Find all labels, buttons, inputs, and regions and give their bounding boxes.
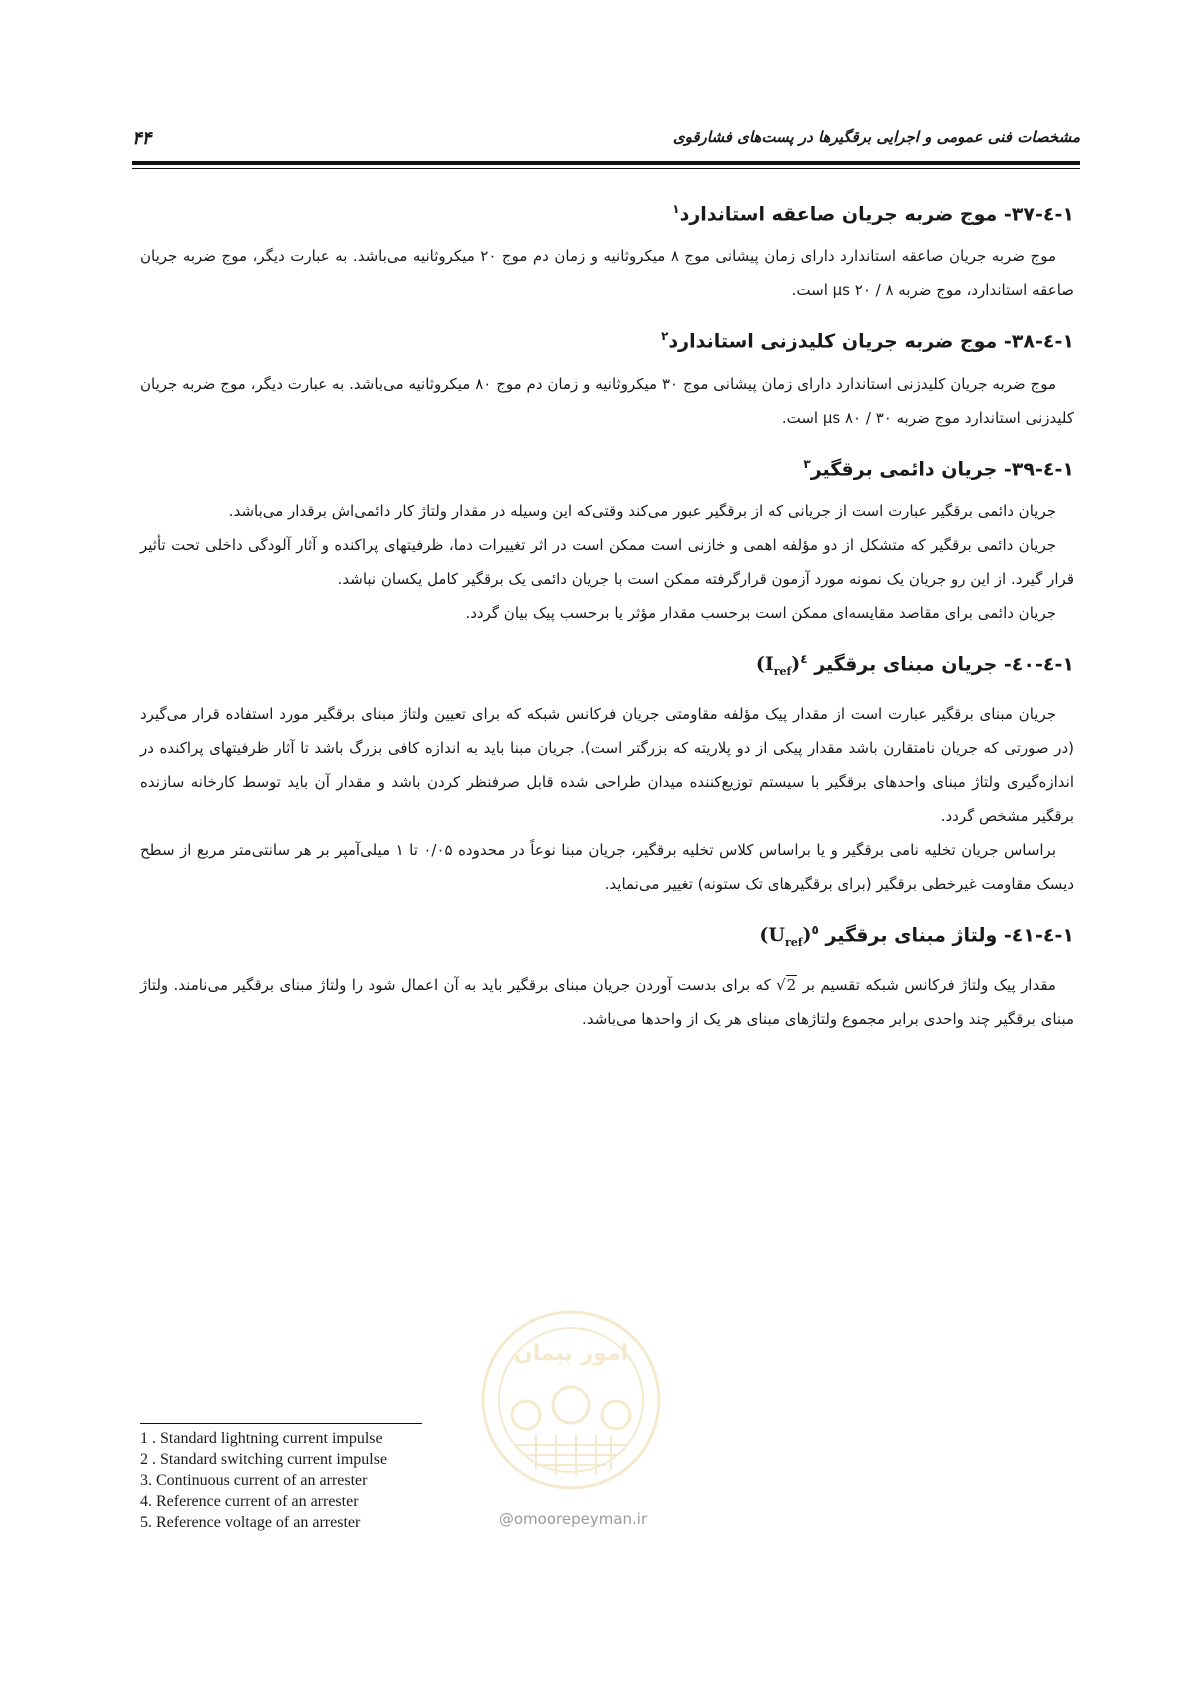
footnote-ref-2: ۲ bbox=[661, 329, 669, 344]
footnote-2: 2 . Standard switching current impulse bbox=[140, 1451, 388, 1468]
footnote-ref-1: ۱ bbox=[672, 202, 680, 216]
footnote-ref-5: ٥ bbox=[811, 923, 819, 938]
section-title-37: ۱-٤-۳۷- موج ضربه جریان صاعقه استاندارد$^۱$ bbox=[672, 202, 1074, 226]
page-header bbox=[132, 128, 1080, 158]
paragraph: جریان دائمی برقگیر که متشکل از دو مؤلفه اهمی و خازنی است ممکن است در اثر تغییرات دما، ظرفیتهای پراکنده و آثار آلودگی داخلی تحت تأثیر قرار گیرد. از این رو جریان یک نمونه مورد آزمون قرارگرفته ممکن است با جریان دائمی یک برقگیر کامل یکسان نباشد. bbox=[140, 535, 1074, 588]
footnote-ref-3: ۳ bbox=[803, 456, 811, 471]
footnotes bbox=[140, 1428, 460, 1533]
footnote-5: 5. Reference voltage of an arrester bbox=[140, 1514, 361, 1531]
header-rule-thin bbox=[132, 168, 1080, 169]
section-title-41: ۱-٤-٤۱- ولتاژ مبنای برقگیر $(U_{ref})^٥$ bbox=[759, 923, 1074, 950]
paragraph: موج ضربه جریان صاعقه استاندارد دارای زمان پیشانی موج ۸ میکروثانیه و زمان دم موج ۲۰ میکروثانیه می‌باشد. به عبارت دیگر، موج ضربه جریان صاعقه استاندارد، موج ضربه μs ۲۰ / ۸ است. bbox=[140, 247, 1074, 300]
paragraph: براساس جریان تخلیه نامی برقگیر و یا براساس کلاس تخلیه برقگیر، جریان مبنا نوعاً در محدوده ۰/۰۵ تا ۱ میلی‌آمپر بر هر سانتی‌متر مربع از سطح دیسک مقاومت غیرخطی برقگیر (برای برقگیرهای تک ستونه) تغییر می‌نماید. bbox=[140, 841, 1074, 894]
paragraph: موج ضربه جریان کلیدزنی استاندارد دارای زمان پیشانی موج ۳۰ میکروثانیه و زمان دم موج ۸۰ میکروثانیه می‌باشد. به عبارت دیگر، موج ضربه جریان کلیدزنی استاندارد موج ضربه μs ۸۰ / ۳۰ است. bbox=[140, 374, 1074, 427]
section-title-40: ۱-٤-٤۰- جریان مبنای برقگیر $(I_{ref})^٤$ bbox=[755, 651, 1074, 679]
header-rule-thick bbox=[132, 161, 1080, 165]
footnote-rule bbox=[140, 1423, 422, 1424]
main-content bbox=[140, 180, 1074, 1036]
running-title: مشخصات فنی عمومی و اجرایی برقگیرها در پست‌های فشارقوی bbox=[672, 128, 1080, 146]
footnote-1: 1 . Standard lightning current impulse bbox=[140, 1430, 383, 1447]
paragraph: جریان دائمی برای مقاصد مقایسه‌ای ممکن است برحسب مقدار مؤثر یا برحسب پیک بیان گردد. bbox=[465, 603, 1056, 622]
paragraph: جریان دائمی برقگیر عبارت است از جریانی که از برقگیر عبور می‌کند وقتی‌که این وسیله در مقدار ولتاژ کار دائمی‌اش برقدار می‌باشد. bbox=[228, 501, 1056, 520]
paragraph: جریان مبنای برقگیر عبارت است از مقدار پیک مؤلفه مقاومتی جریان فرکانس شبکه که برای تعیین ولتاژ مبنای برقگیر مورد استفاده قرار می‌گیرد (در صورتی که جریان نامتقارن باشد مقدار پیکی از دو پلاریته که بزرگتر است). جریان مبنا باید به اندازه کافی بزرگ باشد تا آثار ظرفیتهای پراکنده در اندازه‌گیری ولتاژ مبنای واحدهای برقگیر با سیستم توزیع‌کننده میدان طراحی شده قابل صرفنظر کردن باشد و مقدار آن باید توسط کارخانه سازنده برقگیر مشخص گردد. bbox=[140, 705, 1074, 826]
symbol-iref: $(I_{ref})$ bbox=[755, 653, 801, 679]
section-title-38: ۱-٤-۳۸- موج ضربه جریان کلیدزنی استاندارد$^۲$ bbox=[661, 329, 1074, 353]
watermark-text: @omoorepeyman.ir bbox=[498, 1510, 648, 1528]
paragraph: مقدار پیک ولتاژ فرکانس شبکه تقسیم بر √2 که برای بدست آوردن جریان مبنای برقگیر باید به آن اعمال شود را ولتاژ مبنای برقگیر می‌نامند. ولتاژ مبنای برقگیر چند واحدی برابر مجموع ولتاژهای مبنای هر یک از واحدها می‌باشد. bbox=[140, 976, 1074, 1029]
symbol-uref: $(U_{ref})$ bbox=[759, 924, 812, 950]
watermark-logo-text: امور پیمان bbox=[513, 1341, 629, 1366]
section-title-39: ۱-٤-۳۹- جریان دائمی برقگیر$^۳$ bbox=[803, 456, 1074, 480]
watermark-logo bbox=[476, 1305, 666, 1495]
sqrt-symbol: √2 bbox=[776, 976, 797, 995]
page-number: ۴۴ bbox=[132, 128, 152, 149]
footnote-4: 4. Reference current of an arrester bbox=[140, 1493, 359, 1510]
footnote-ref-4: ٤ bbox=[800, 651, 808, 666]
footnote-3: 3. Continuous current of an arrester bbox=[140, 1472, 368, 1489]
